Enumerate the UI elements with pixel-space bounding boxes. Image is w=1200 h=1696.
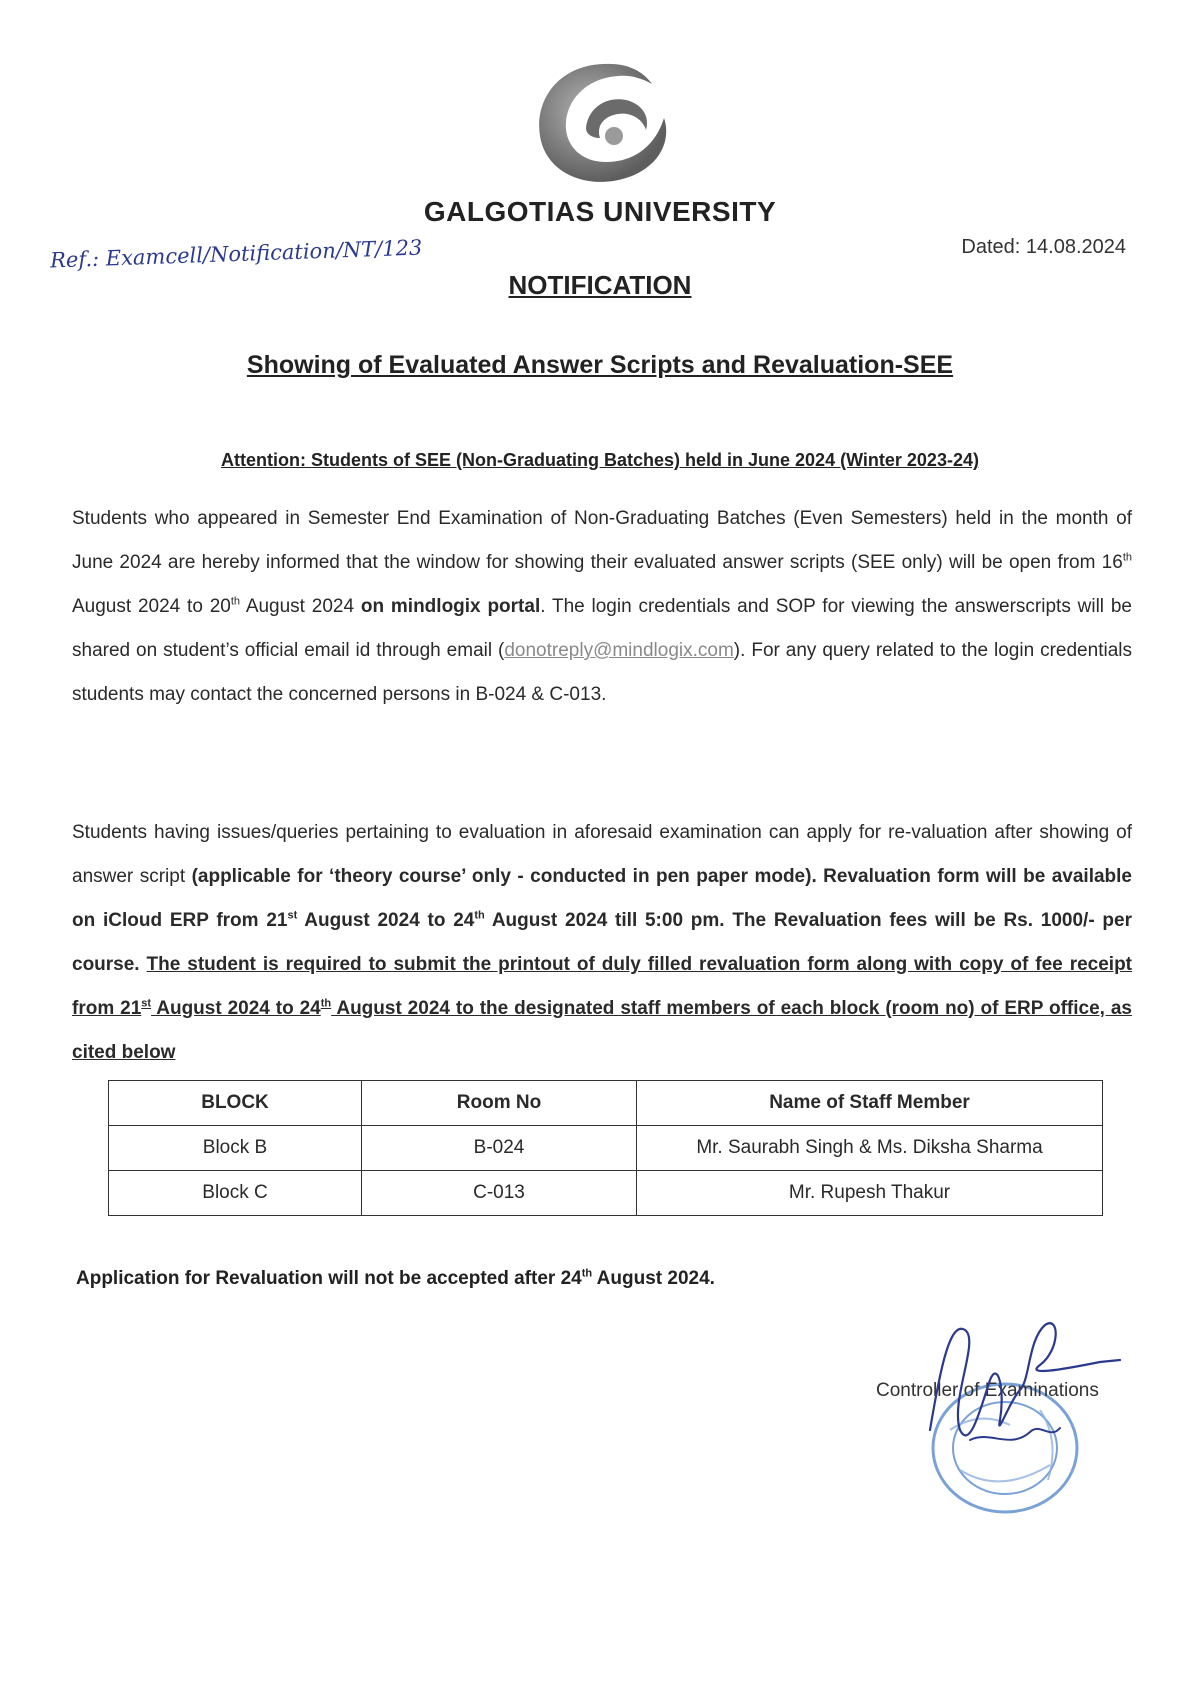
closing-text: Application for Revaluation will not be accepted after 24 bbox=[76, 1268, 582, 1289]
para2-text: Students having issues/queries pertaining to evaluation in aforesaid examination can apply for re-valuation after showing of answer script bbox=[72, 822, 1132, 887]
signatory-title: Controller of Examinations bbox=[876, 1380, 1099, 1401]
email-link[interactable]: donotreply@mindlogix.com bbox=[504, 640, 734, 661]
notice-subject: Showing of Evaluated Answer Scripts and Revaluation-SEE bbox=[246, 351, 954, 379]
table-cell-block: Block C bbox=[109, 1171, 362, 1216]
closing-text: August 2024. bbox=[592, 1268, 715, 1289]
para2-sup: th bbox=[320, 997, 332, 1010]
para2-underlined: August 2024 to 24 bbox=[151, 998, 321, 1019]
para2-underlined: August 2024 to the designated staff members of each block (room no) of ERP office, as cited below bbox=[72, 998, 1132, 1063]
university-name: GALGOTIAS UNIVERSITY bbox=[423, 196, 777, 227]
para2-underlined: The student is required to submit the printout of duly filled revaluation form along with copy of fee receipt from 21 bbox=[72, 954, 1132, 1019]
para2-bold: (applicable for ‘theory course’ only - conducted in pen paper mode). Revaluation form will be available on iCloud ERP from 21 bbox=[72, 866, 1132, 931]
para1-text: . The login credentials and SOP for viewing the answerscripts will be shared on student’s official email id through email ( bbox=[72, 596, 1132, 661]
notice-heading: NOTIFICATION bbox=[508, 270, 692, 300]
closing-sup: th bbox=[581, 1267, 593, 1280]
attention-line: Attention: Students of SEE (Non-Graduating Batches) held in June 2024 (Winter 2023-24) bbox=[221, 450, 979, 470]
para2-bold: August 2024 to 24 bbox=[297, 910, 475, 931]
table-cell-room: B-024 bbox=[362, 1126, 637, 1171]
table-header-staff: Name of Staff Member bbox=[637, 1081, 1103, 1126]
paragraph-answer-script-showing bbox=[72, 497, 1132, 717]
para1-text: ). For any query related to the login credentials students may contact the concerned persons in B-024 & C-013. bbox=[72, 640, 1132, 705]
para1-sup: th bbox=[230, 595, 241, 608]
para1-text: Students who appeared in Semester End Examination of Non-Graduating Batches (Even Semesters) held in the month of June 2024 are hereby informed that the window for showing their evaluated answer scripts (SEE only) will be open from 16 bbox=[72, 508, 1132, 573]
table-row bbox=[109, 1126, 1103, 1171]
table-cell-room: C-013 bbox=[362, 1171, 637, 1216]
para2-text bbox=[140, 954, 147, 975]
notice-date: Dated: 14.08.2024 bbox=[961, 236, 1126, 258]
para1-text: August 2024 to 20 bbox=[72, 596, 231, 617]
para2-sup: th bbox=[474, 909, 485, 922]
para1-text: August 2024 bbox=[240, 596, 361, 617]
signature bbox=[910, 1310, 1130, 1510]
para2-bold: August 2024 till 5:00 pm. The Revaluation fees will be Rs. 1000/- per course. bbox=[72, 910, 1132, 975]
closing-statement bbox=[76, 1268, 715, 1290]
portal-name: on mindlogix portal bbox=[360, 596, 541, 617]
paragraph-revaluation bbox=[72, 811, 1132, 1075]
university-logo bbox=[526, 58, 676, 190]
table-cell-staff: Mr. Saurabh Singh & Ms. Diksha Sharma bbox=[637, 1126, 1103, 1171]
table-header-block: BLOCK bbox=[109, 1081, 362, 1126]
para2-sup: st bbox=[287, 909, 298, 922]
reference-number: Ref.: Examcell/Notification/NT/123 bbox=[49, 235, 423, 273]
table-cell-staff: Mr. Rupesh Thakur bbox=[637, 1171, 1103, 1216]
para1-sup: th bbox=[1122, 551, 1132, 564]
staff-table bbox=[108, 1080, 1103, 1216]
para2-sup: st bbox=[141, 997, 152, 1010]
table-header-row bbox=[109, 1081, 1103, 1126]
table-header-room: Room No bbox=[362, 1081, 637, 1126]
table-row bbox=[109, 1171, 1103, 1216]
table-cell-block: Block B bbox=[109, 1126, 362, 1171]
